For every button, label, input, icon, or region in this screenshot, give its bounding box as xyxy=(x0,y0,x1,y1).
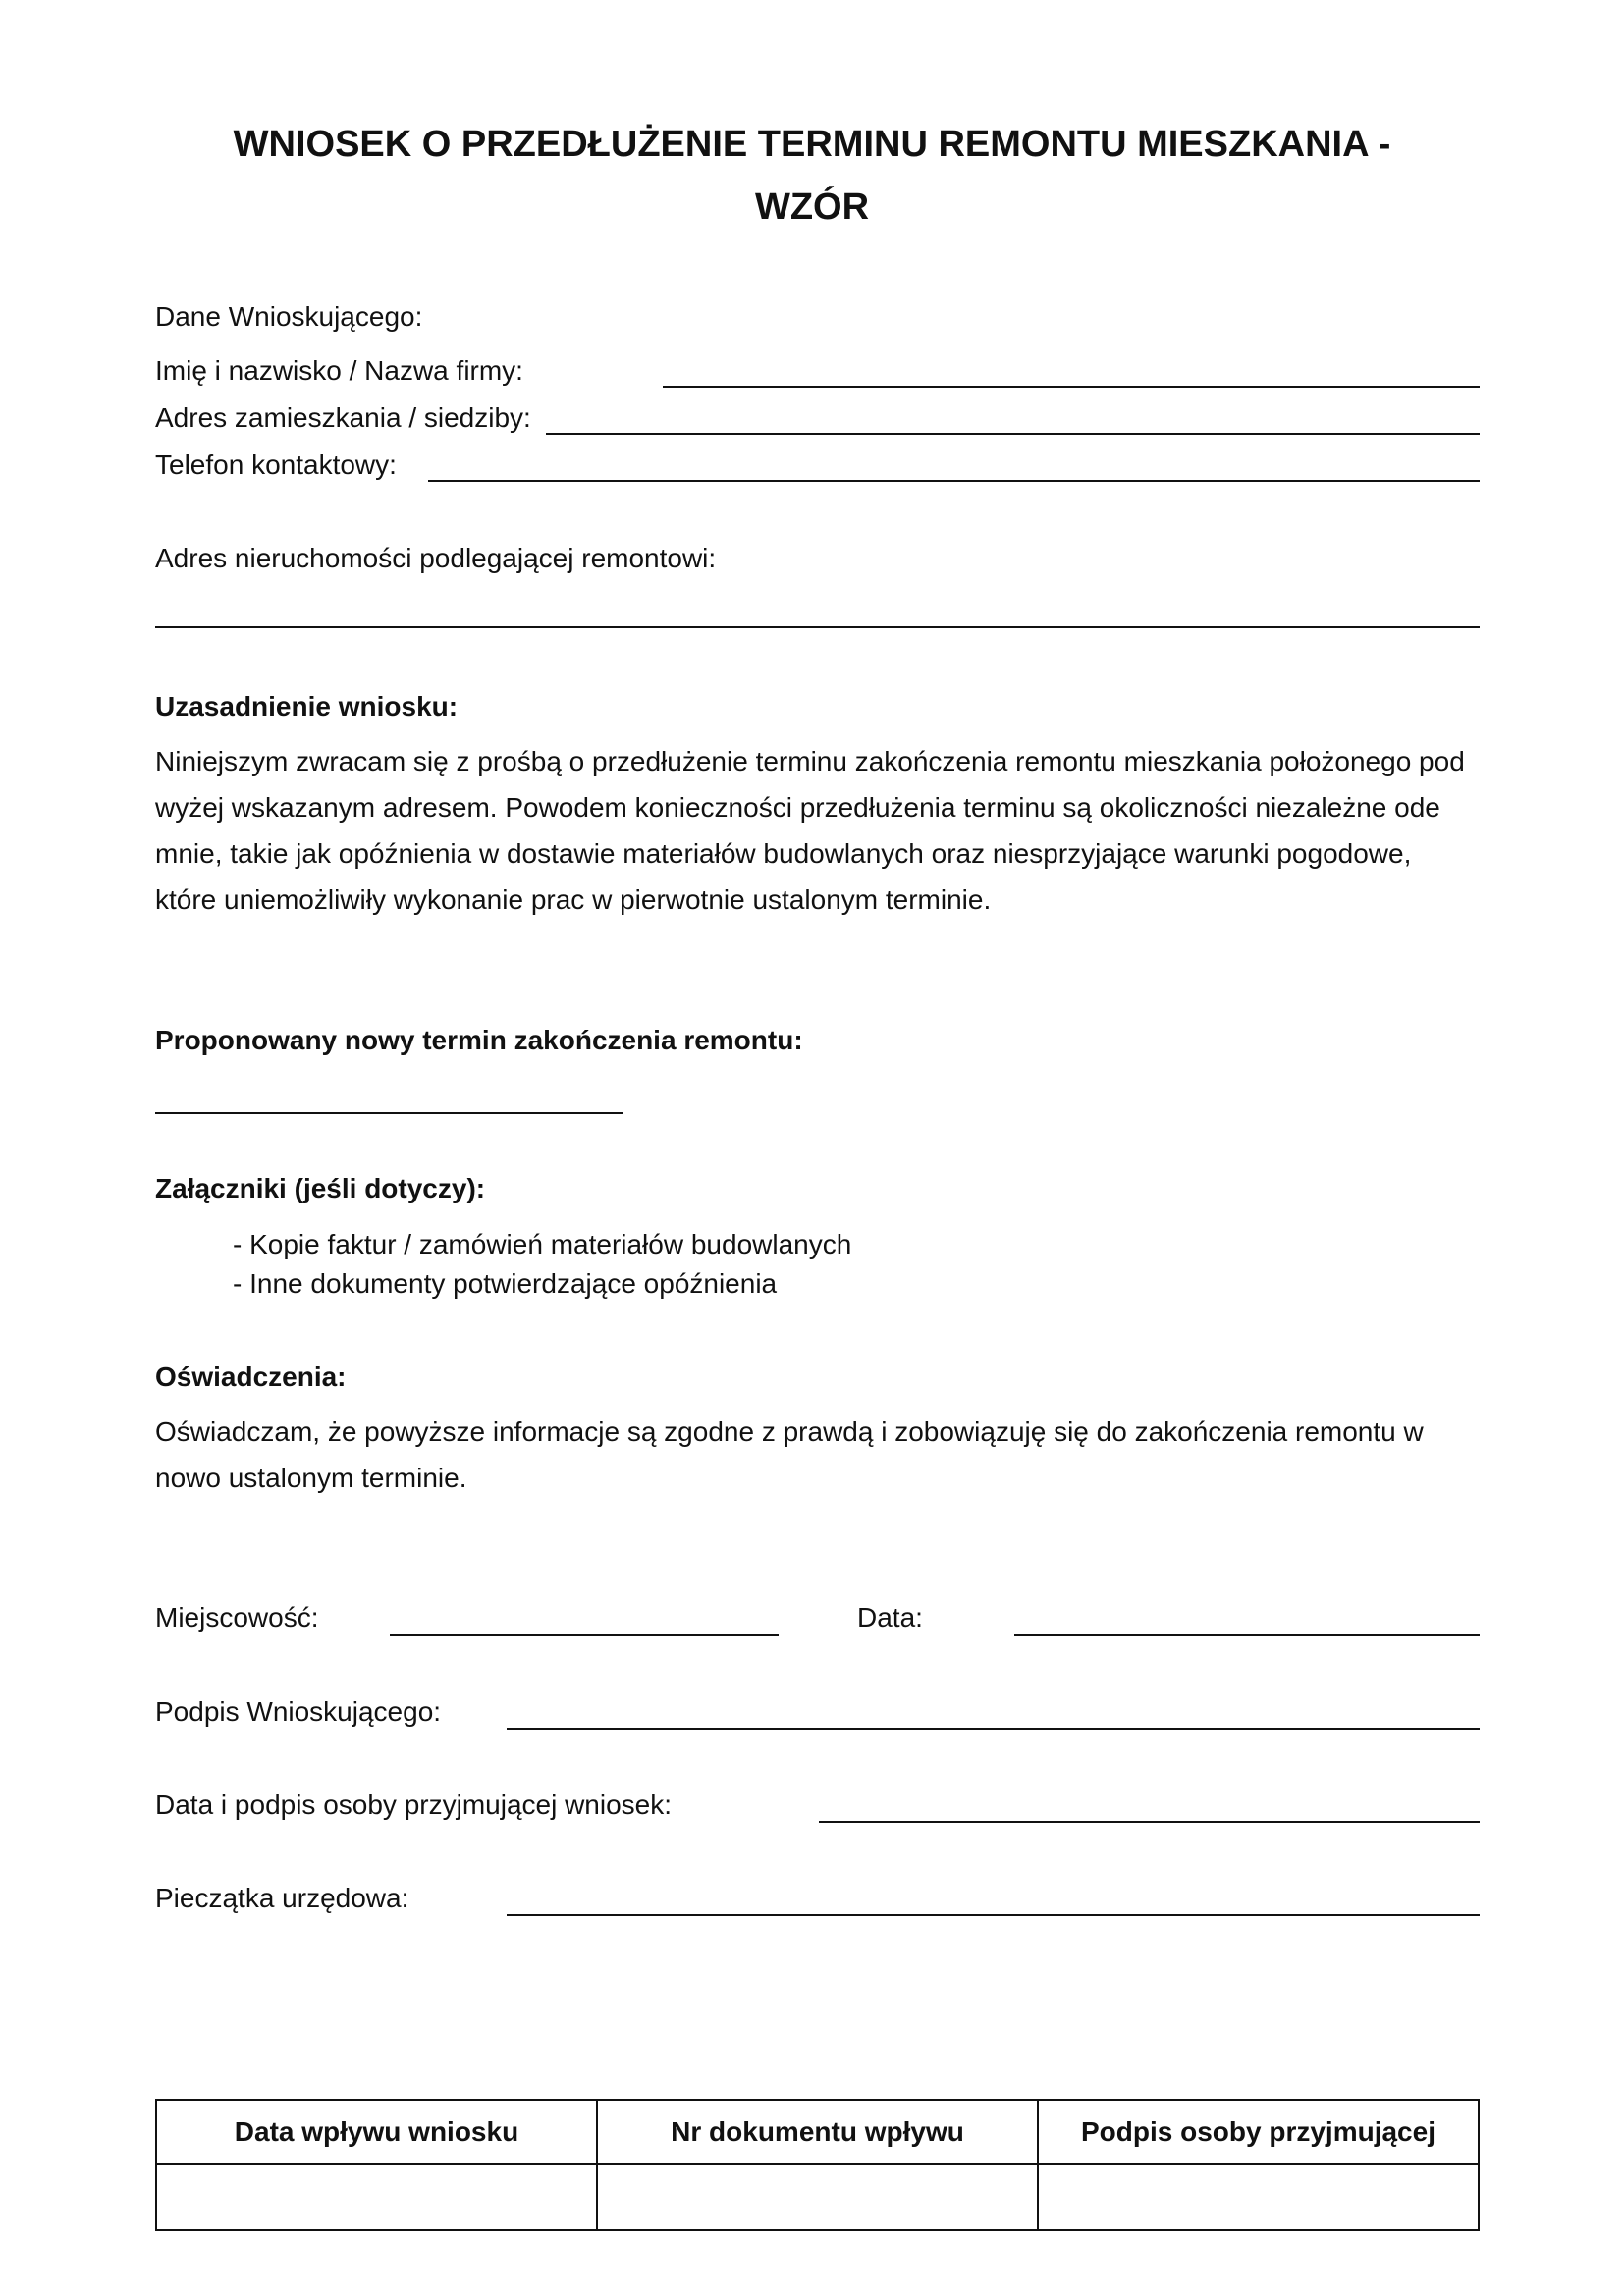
new-deadline-heading: Proponowany nowy termin zakończenia remontu: xyxy=(155,1025,803,1055)
registry-header-signature: Podpis osoby przyjmującej xyxy=(1038,2100,1479,2164)
title-line-2: WZÓR xyxy=(754,187,870,228)
registry-row xyxy=(156,2164,1479,2230)
registry-header-date: Data wpływu wniosku xyxy=(156,2100,597,2164)
new-deadline-field[interactable] xyxy=(155,1112,623,1114)
name-label: Imię i nazwisko / Nazwa firmy: xyxy=(155,355,523,386)
applicant-heading: Dane Wnioskującego: xyxy=(155,301,423,332)
justification-line: które uniemożliwiły wykonanie prac w pierwotnie ustalonym terminie. xyxy=(155,884,992,915)
declaration-line: nowo ustalonym terminie. xyxy=(155,1463,467,1493)
date-field[interactable] xyxy=(1014,1634,1480,1636)
title-line-1: WNIOSEK O PRZEDŁUŻENIE TERMINU REMONTU MIESZKANIA - xyxy=(233,124,1391,165)
place-label: Miejscowość: xyxy=(155,1602,319,1632)
justification-line: Niniejszym zwracam się z prośbą o przedłużenie terminu zakończenia remontu mieszkania położonego pod xyxy=(155,746,1465,776)
phone-label: Telefon kontaktowy: xyxy=(155,450,397,480)
registry-header-doc-number: Nr dokumentu wpływu xyxy=(597,2100,1038,2164)
justification-line: wyżej wskazanym adresem. Powodem konieczności przedłużenia terminu są okoliczności niezależne ode xyxy=(155,792,1440,823)
attachment-item: - Kopie faktur / zamówień materiałów budowlanych xyxy=(233,1229,852,1259)
stamp-field[interactable] xyxy=(507,1914,1480,1916)
registry-header-row xyxy=(156,2100,1479,2164)
applicant-signature-label: Podpis Wnioskującego: xyxy=(155,1696,442,1727)
address-field[interactable] xyxy=(546,433,1480,435)
address-label: Adres zamieszkania / siedziby: xyxy=(155,402,531,433)
applicant-signature-field[interactable] xyxy=(507,1728,1480,1730)
registry-cell-signature[interactable] xyxy=(1038,2164,1479,2230)
date-label: Data: xyxy=(857,1602,923,1632)
receiver-signature-label: Data i podpis osoby przyjmującej wniosek: xyxy=(155,1789,673,1820)
place-field[interactable] xyxy=(390,1634,779,1636)
declarations-heading: Oświadczenia: xyxy=(155,1362,347,1392)
property-address-field[interactable] xyxy=(155,626,1480,628)
name-field[interactable] xyxy=(663,386,1480,388)
document-title xyxy=(196,113,1428,239)
stamp-label: Pieczątka urzędowa: xyxy=(155,1883,409,1913)
phone-field[interactable] xyxy=(428,480,1480,482)
justification-heading: Uzasadnienie wniosku: xyxy=(155,691,459,721)
property-address-label: Adres nieruchomości podlegającej remontowi: xyxy=(155,543,717,573)
justification-text xyxy=(155,738,1481,923)
attachments-heading: Załączniki (jeśli dotyczy): xyxy=(155,1173,486,1203)
registry-cell-date[interactable] xyxy=(156,2164,597,2230)
registry-table xyxy=(155,2099,1480,2231)
registry-cell-doc-number[interactable] xyxy=(597,2164,1038,2230)
justification-line: mnie, takie jak opóźnienia w dostawie materiałów budowlanych oraz niesprzyjające warunki pogodowe, xyxy=(155,838,1412,869)
attachment-item: - Inne dokumenty potwierdzające opóźnienia xyxy=(233,1268,778,1299)
receiver-signature-field[interactable] xyxy=(819,1821,1480,1823)
declaration-line: Oświadczam, że powyższe informacje są zgodne z prawdą i zobowiązuję się do zakończenia remontu w xyxy=(155,1416,1424,1447)
declarations-text xyxy=(155,1409,1481,1501)
